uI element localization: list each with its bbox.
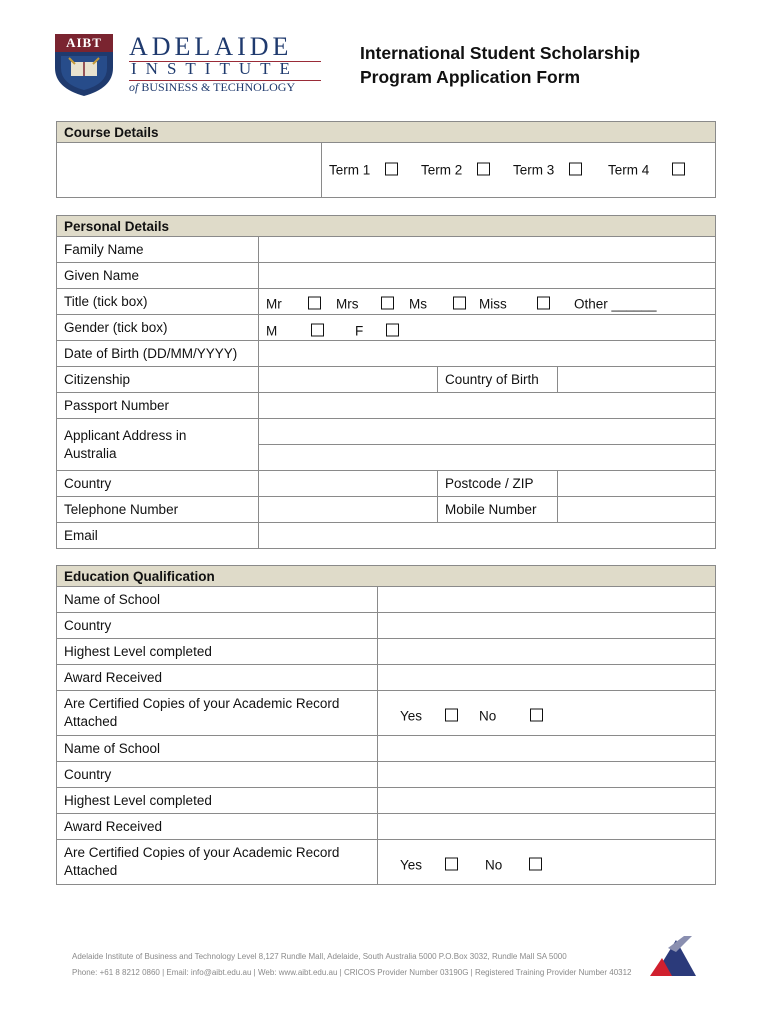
award-field[interactable]: [378, 814, 716, 840]
school-label: Name of School: [57, 736, 378, 762]
personal-details-table: [56, 215, 716, 549]
gender-options: [259, 315, 716, 341]
checkbox[interactable]: [477, 163, 490, 176]
footer-contact: Phone: +61 8 8212 0860 | Email: info@aibt.edu.au | Web: www.aibt.edu.au | CRICOS Provider Number 03190G | Registered Training Provider Number 40312: [72, 968, 632, 977]
title-miss-option[interactable]: Miss: [479, 296, 550, 311]
dob-label: Date of Birth (DD/MM/YYYY): [57, 341, 259, 367]
telephone-field[interactable]: [259, 497, 438, 523]
dob-field[interactable]: [259, 341, 716, 367]
logo-line-business: of BUSINESS & TECHNOLOGY: [129, 80, 296, 94]
checkbox[interactable]: [445, 708, 458, 721]
gender-m-option[interactable]: M: [266, 323, 324, 338]
education-table: [56, 565, 716, 885]
country-of-birth-label: Country of Birth: [438, 367, 558, 393]
checkbox[interactable]: [569, 163, 582, 176]
certified-no-option[interactable]: No: [479, 708, 543, 723]
course-name-field[interactable]: [57, 143, 322, 198]
brand-mark-icon: [648, 936, 696, 978]
given-name-label: Given Name: [57, 263, 259, 289]
highest-level-label: Highest Level completed: [57, 639, 378, 665]
certified-label: Are Certified Copies of your Academic Record Attached: [57, 840, 378, 885]
checkbox[interactable]: [529, 857, 542, 870]
section-header: Personal Details: [57, 216, 716, 237]
passport-label: Passport Number: [57, 393, 259, 419]
checkbox[interactable]: [672, 163, 685, 176]
term-2-option[interactable]: Term 2: [421, 163, 490, 178]
title-options: [259, 289, 716, 315]
country-field[interactable]: [378, 613, 716, 639]
citizenship-field[interactable]: [259, 367, 438, 393]
checkbox[interactable]: [311, 323, 324, 336]
school-field[interactable]: [378, 736, 716, 762]
page-title: International Student Scholarship Program Application Form: [360, 43, 641, 87]
country-field[interactable]: [378, 762, 716, 788]
title-ms-option[interactable]: Ms: [409, 296, 466, 311]
term-3-option[interactable]: Term 3: [513, 163, 582, 178]
address-label: Applicant Address in Australia: [57, 419, 259, 471]
country-label: Country: [57, 613, 378, 639]
mobile-label: Mobile Number: [438, 497, 558, 523]
logo-line-institute: INSTITUTE: [131, 59, 299, 78]
title-mrs-option[interactable]: Mrs: [336, 296, 394, 311]
family-name-field[interactable]: [259, 237, 716, 263]
certified-yes-option[interactable]: Yes: [400, 857, 458, 872]
family-name-label: Family Name: [57, 237, 259, 263]
checkbox[interactable]: [385, 163, 398, 176]
mobile-field[interactable]: [558, 497, 716, 523]
certified-yes-option[interactable]: Yes: [400, 708, 458, 723]
telephone-label: Telephone Number: [57, 497, 259, 523]
term-options: [322, 143, 716, 198]
checkbox[interactable]: [537, 296, 550, 309]
passport-field[interactable]: [259, 393, 716, 419]
title-label: Title (tick box): [57, 289, 259, 315]
certified-options: [378, 840, 716, 885]
gender-f-option[interactable]: F: [355, 323, 399, 338]
email-label: Email: [57, 523, 259, 549]
award-field[interactable]: [378, 665, 716, 691]
checkbox[interactable]: [386, 323, 399, 336]
country-label: Country: [57, 762, 378, 788]
checkbox[interactable]: [381, 296, 394, 309]
section-header: Course Details: [57, 122, 716, 143]
crest-badge-text: AIBT: [55, 34, 113, 52]
country-of-birth-field[interactable]: [558, 367, 716, 393]
logo-line-adelaide: ADELAIDE: [129, 32, 293, 61]
country-field[interactable]: [259, 471, 438, 497]
school-label: Name of School: [57, 587, 378, 613]
section-header: Education Qualification: [57, 566, 716, 587]
checkbox[interactable]: [308, 296, 321, 309]
award-label: Award Received: [57, 665, 378, 691]
address-field-line1[interactable]: [259, 419, 716, 445]
certified-label: Are Certified Copies of your Academic Record Attached: [57, 691, 378, 736]
footer-address: Adelaide Institute of Business and Technology Level 8,127 Rundle Mall, Adelaide, South Australia 5000 P.O.Box 3032, Rundle Mall SA 5000: [72, 952, 567, 961]
institute-logo: [55, 34, 325, 98]
page-footer: [72, 949, 632, 981]
term-1-option[interactable]: Term 1: [329, 163, 398, 178]
title-other-option[interactable]: Other ______: [574, 296, 657, 311]
citizenship-label: Citizenship: [57, 367, 259, 393]
address-field-line2[interactable]: [259, 445, 716, 471]
checkbox[interactable]: [453, 296, 466, 309]
crest-icon: [55, 34, 113, 96]
award-label: Award Received: [57, 814, 378, 840]
term-4-option[interactable]: Term 4: [608, 163, 685, 178]
gender-label: Gender (tick box): [57, 315, 259, 341]
highest-level-field[interactable]: [378, 639, 716, 665]
email-field[interactable]: [259, 523, 716, 549]
checkbox[interactable]: [445, 857, 458, 870]
school-field[interactable]: [378, 587, 716, 613]
title-mr-option[interactable]: Mr: [266, 296, 321, 311]
country-label: Country: [57, 471, 259, 497]
highest-level-field[interactable]: [378, 788, 716, 814]
course-details-table: [56, 121, 716, 198]
certified-options: [378, 691, 716, 736]
highest-level-label: Highest Level completed: [57, 788, 378, 814]
given-name-field[interactable]: [259, 263, 716, 289]
postcode-label: Postcode / ZIP: [438, 471, 558, 497]
checkbox[interactable]: [530, 708, 543, 721]
certified-no-option[interactable]: No: [485, 857, 542, 872]
postcode-field[interactable]: [558, 471, 716, 497]
